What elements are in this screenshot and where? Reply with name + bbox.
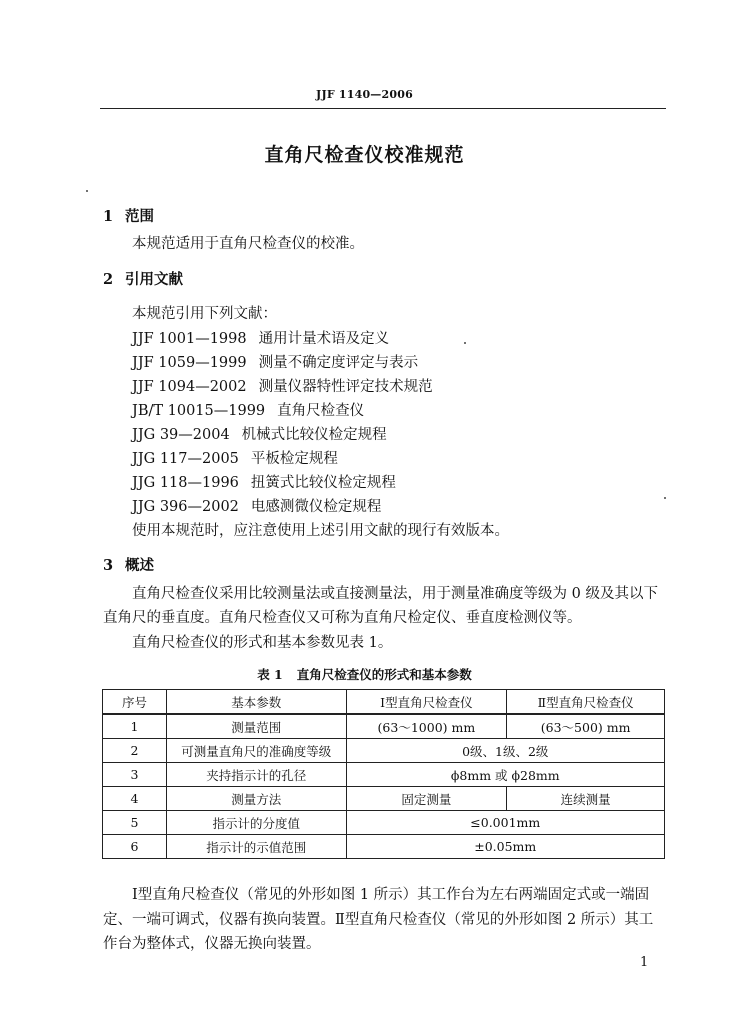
table-row [103,739,665,763]
running-header: JJF 1140—2006 [316,88,413,101]
table-row [103,763,665,787]
reference-title: 电感测微仪检定规程 [250,499,382,515]
table-cell-param: 夹持指示计的孔径 [166,763,346,787]
parameter-table [102,689,665,859]
reference-code: JJG 118—1996 [132,475,239,491]
table-header-row [103,690,665,715]
reference-code: JB/T 10015—1999 [132,403,266,419]
reference-title: 测量不确定度评定与表示 [258,355,419,371]
section-number: 1 [103,208,114,225]
table-cell-no: 4 [103,787,167,811]
document-title: 直角尺检查仪校准规范 [264,144,465,166]
table-cell-both: ϕ8mm 或 ϕ28mm [346,763,664,787]
reference-item [132,375,433,396]
reference-title: 通用计量术语及定义 [258,331,390,347]
overview-line-1: 直角尺检查仪采用比较测量法或直接测量法，用于测量准确度等级为 0 级及其以下 [132,586,658,602]
overview-line-2: 直角尺的垂直度。直角尺检查仪又可称为直角尺检定仪、垂直度检测仪等。 [103,610,582,626]
reference-item [132,471,396,492]
table-cell-type2: 连续测量 [507,787,665,811]
reference-item [132,447,338,468]
table-cell-type1: (63～1000) mm [346,714,507,739]
table-header-cell: 基本参数 [166,690,346,715]
references-intro: 本规范引用下列文献： [132,306,277,322]
table-cell-param: 可测量直角尺的准确度等级 [166,739,346,763]
reference-code: JJG 117—2005 [132,451,239,467]
header-rule [100,108,666,109]
table-cell-param: 测量方法 [166,787,346,811]
table-cell-both: ≤0.001mm [346,811,664,835]
table-caption-number: 表 1 [257,667,283,682]
reference-code: JJF 1001—1998 [132,331,247,347]
reference-title: 平板检定规程 [250,451,338,467]
table-cell-no: 1 [103,714,167,739]
table-caption-text: 直角尺检查仪的形式和基本参数 [296,667,472,682]
reference-title: 扭簧式比较仪检定规程 [250,475,396,491]
table-cell-no: 6 [103,835,167,859]
table-row [103,787,665,811]
closing-line-2: 定、一端可调式，仪器有换向装置。Ⅱ型直角尺检查仪（常见的外形如图 2 所示）其工 [103,912,654,928]
section-number: 2 [103,271,114,288]
reference-title: 直角尺检查仪 [277,403,365,419]
table-header-cell: 序号 [103,690,167,715]
table-header-cell: Ⅱ型直角尺检查仪 [507,690,665,715]
table-cell-both: ±0.05mm [346,835,664,859]
section-title: 概述 [125,557,154,574]
table-caption [0,665,729,683]
overview-paragraph-2: 直角尺检查仪的形式和基本参数见表 1。 [132,635,393,651]
reference-title: 机械式比较仪检定规程 [241,427,387,443]
closing-line-1: Ⅰ型直角尺检查仪（常见的外形如图 1 所示）其工作台为左右两端固定式或一端固 [132,887,650,903]
scan-speck [86,190,88,192]
table-cell-no: 5 [103,811,167,835]
reference-item [132,351,418,372]
scan-speck [664,497,666,499]
table-cell-param: 指示计的示值范围 [166,835,346,859]
section-3-heading [103,554,154,575]
table-cell-both: 0级、1级、2级 [346,739,664,763]
reference-code: JJG 396—2002 [132,499,239,515]
scan-speck [464,342,466,344]
table-cell-no: 2 [103,739,167,763]
table-cell-type2: (63～500) mm [507,714,665,739]
section-1-heading [103,205,154,226]
table-row [103,835,665,859]
reference-title: 测量仪器特性评定技术规范 [258,379,433,395]
reference-code: JJG 39—2004 [132,427,230,443]
reference-code: JJF 1094—2002 [132,379,247,395]
section-title: 引用文献 [125,271,183,288]
section-title: 范围 [125,208,154,225]
table-cell-param: 指示计的分度值 [166,811,346,835]
table-cell-no: 3 [103,763,167,787]
table-header-cell: Ⅰ型直角尺检查仪 [346,690,507,715]
reference-item [132,495,381,516]
section-1-body: 本规范适用于直角尺检查仪的校准。 [132,236,364,252]
reference-item [132,327,389,348]
section-2-heading [103,268,183,289]
table-row [103,811,665,835]
table-row [103,714,665,739]
references-outro: 使用本规范时，应注意使用上述引用文献的现行有效版本。 [132,523,509,539]
table-cell-type1: 固定测量 [346,787,507,811]
section-number: 3 [103,557,114,574]
table-cell-param: 测量范围 [166,714,346,739]
reference-code: JJF 1059—1999 [132,355,247,371]
closing-line-3: 作台为整体式，仪器无换向装置。 [103,936,321,952]
reference-item [132,399,364,420]
reference-item [132,423,387,444]
page-number: 1 [640,955,649,970]
